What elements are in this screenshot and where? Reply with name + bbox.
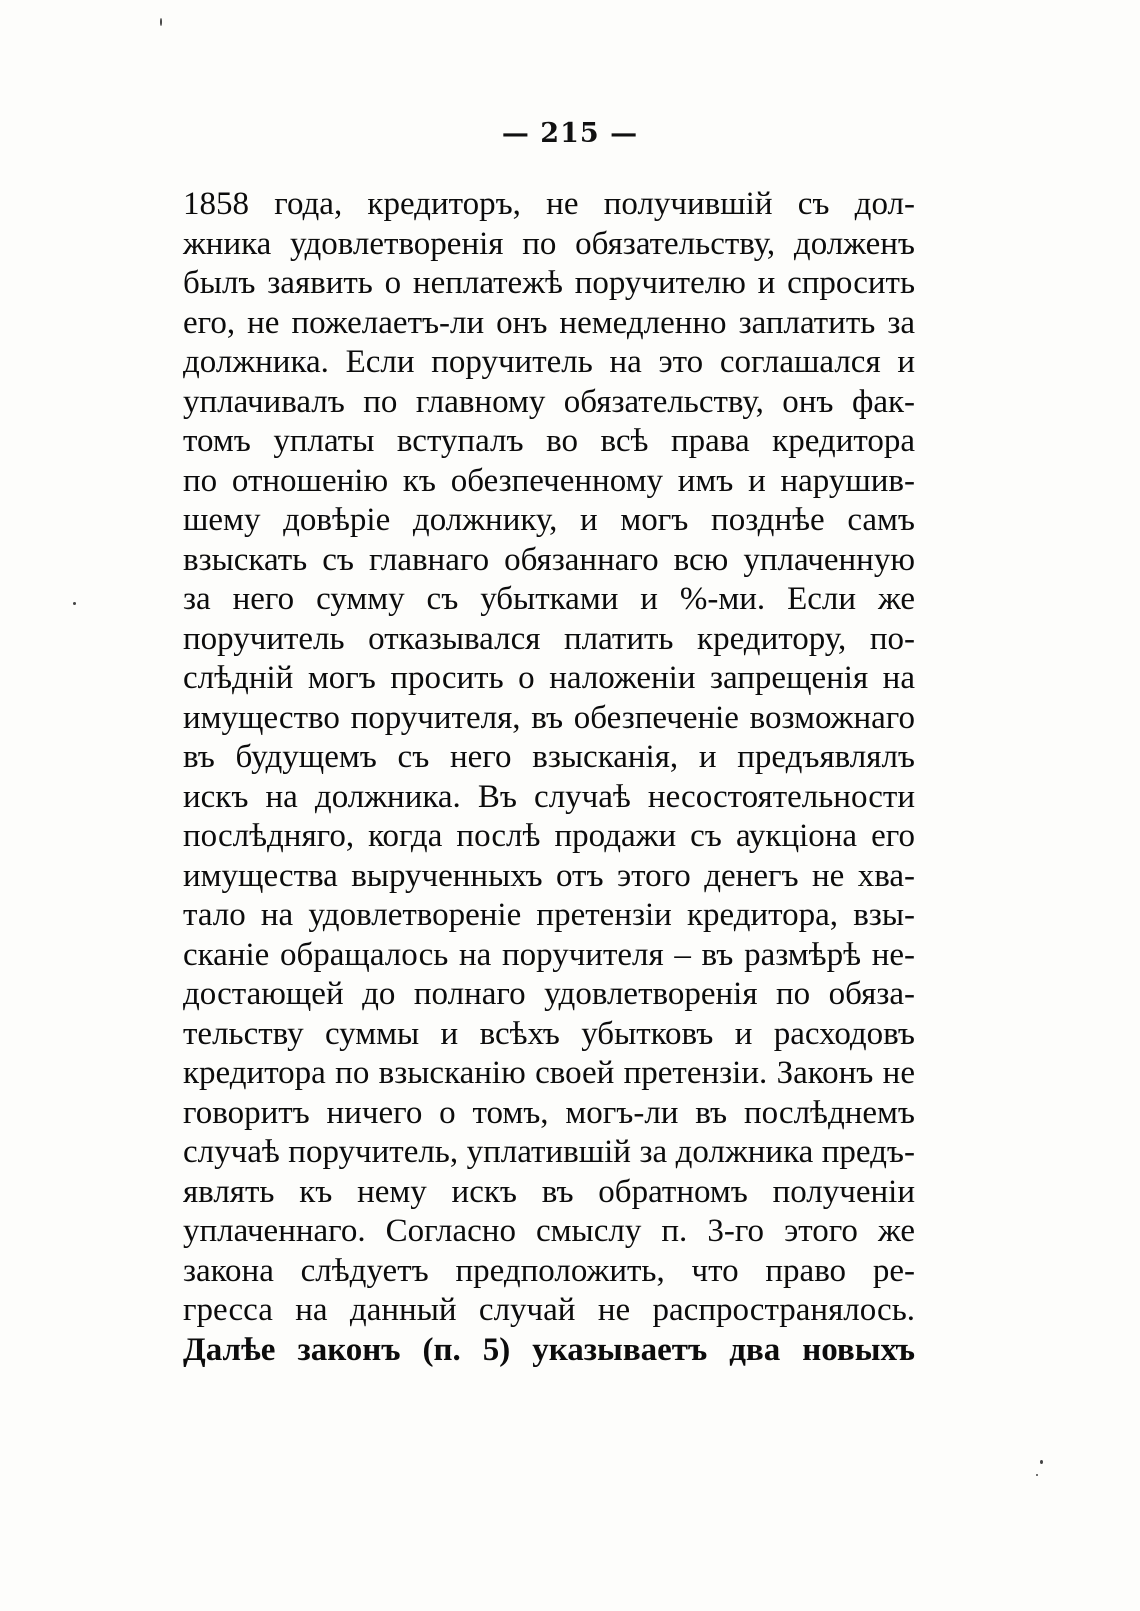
text-line: былъ заявить о неплатежѣ поручителю и спросить: [183, 265, 915, 301]
body-text: [183, 185, 915, 1370]
text-line: сканіе обращалось на поручителя – въ размѣрѣ не-: [183, 936, 915, 973]
page-number: — 215 —: [501, 118, 639, 149]
text-line: закона слѣдуетъ предположить, что право ре-: [183, 1252, 915, 1289]
text-line: 1858 года, кредиторъ, не получившій съ дол-: [183, 186, 915, 222]
text-line: за него сумму съ убытками и %-ми. Если же: [183, 581, 915, 617]
text-line: достающей до полнаго удовлетворенія по обяза-: [183, 976, 915, 1012]
text-line: гресса на данный случай не распространялось.: [183, 1292, 915, 1328]
text-line: послѣдняго, когда послѣ продажи съ аукціона его: [183, 818, 915, 854]
text-line: жника удовлетворенія по обязательству, долженъ: [183, 225, 915, 262]
text-line: уплачивалъ по главному обязательству, онъ фак-: [183, 383, 915, 420]
text-line: говоритъ ничего о томъ, могъ-ли въ послѣднемъ: [183, 1094, 915, 1131]
text-line: Далѣе законъ (п. 5) указываетъ два новыхъ: [183, 1331, 915, 1368]
text-line: тало на удовлетвореніе претензіи кредитора, взы-: [183, 897, 915, 933]
text-line: шему довѣріе должнику, и могъ позднѣе самъ: [183, 502, 915, 538]
text-line: въ будущемъ съ него взысканія, и предъявлялъ: [183, 739, 915, 775]
text-line: слѣдній могъ просить о наложеніи запрещенія на: [183, 660, 915, 696]
text-line: томъ уплаты вступалъ во всѣ права кредитора: [183, 423, 915, 459]
text-line: имущество поручителя, въ обезпеченіе возможнаго: [183, 699, 915, 736]
text-line: поручитель отказывался платить кредитору, по-: [183, 620, 915, 657]
text-line: имущества вырученныхъ отъ этого денегъ не хва-: [183, 857, 915, 894]
text-line: по отношенію къ обезпеченному имъ и нарушив-: [183, 462, 915, 499]
scan-speck: [1036, 1474, 1038, 1476]
text-line: его, не пожелаетъ-ли онъ немедленно заплатить за: [183, 304, 915, 341]
text-line: взыскать съ главнаго обязаннаго всю уплаченную: [183, 541, 915, 578]
scan-speck: [160, 18, 162, 26]
scan-speck: [73, 602, 76, 605]
text-line: тельству суммы и всѣхъ убытковъ и расходовъ: [183, 1015, 915, 1052]
scan-speck: [1040, 1460, 1043, 1464]
text-line: должника. Если поручитель на это соглашался и: [183, 344, 915, 380]
text-line: кредитора по взысканію своей претензіи. Законъ не: [183, 1055, 915, 1091]
text-line: являть къ нему искъ въ обратномъ полученіи: [183, 1173, 915, 1210]
text-line: уплаченнаго. Согласно смыслу п. 3-го этого же: [183, 1213, 915, 1249]
text-line: случаѣ поручитель, уплатившій за должника предъ-: [183, 1134, 915, 1170]
text-line: искъ на должника. Въ случаѣ несостоятельности: [183, 778, 915, 815]
